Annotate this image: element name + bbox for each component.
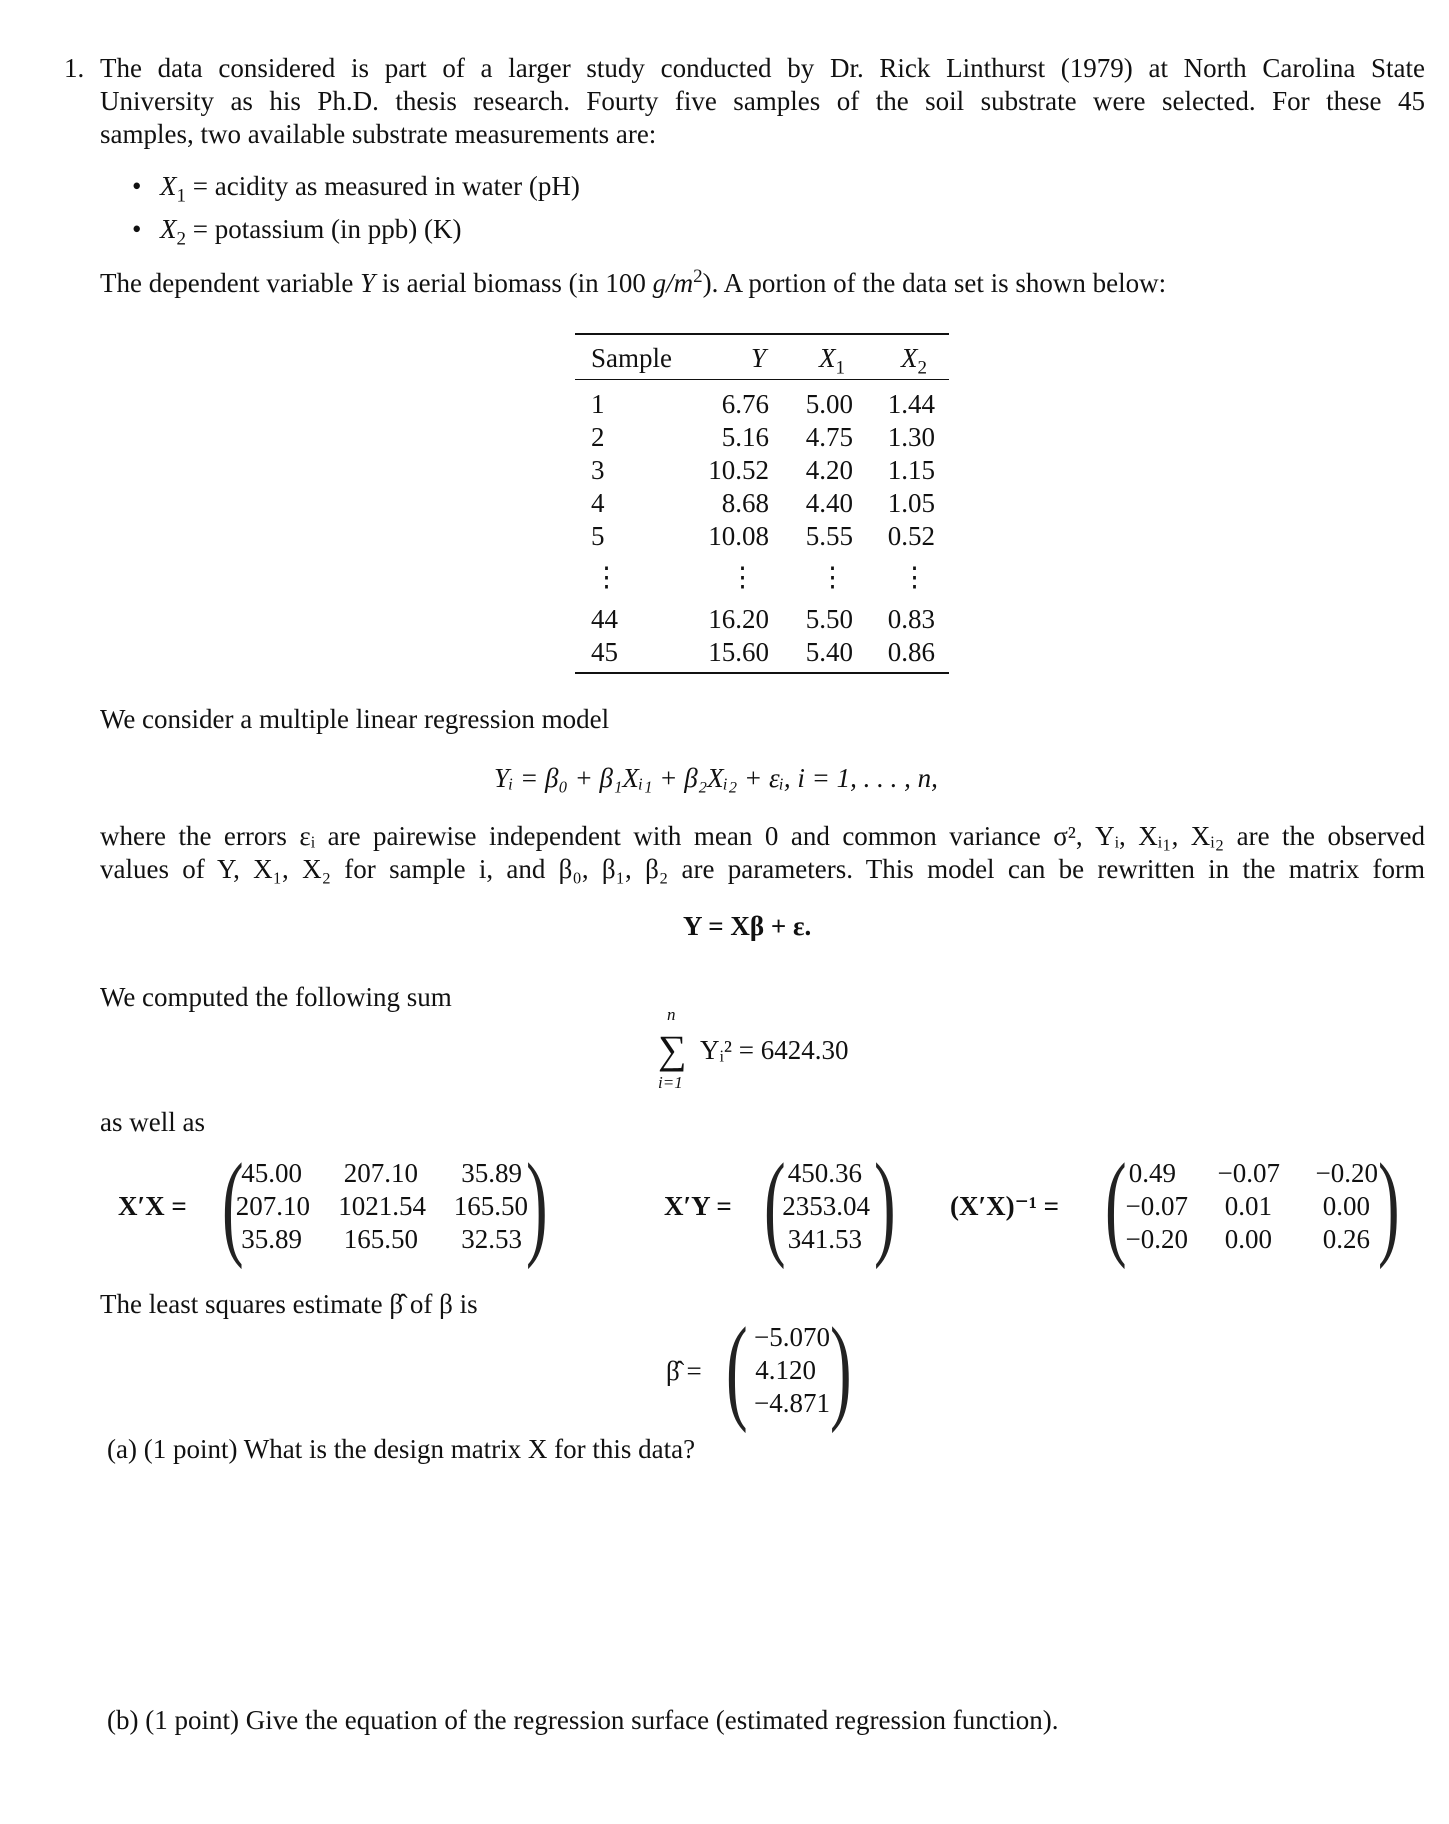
xtx-label: X′X = bbox=[118, 1191, 187, 1221]
intro-line: University as his Ph.D. thesis research. Fourty five samples of the soil substrate were selected. For these 45 bbox=[100, 86, 1425, 116]
xty-label: X′Y = bbox=[664, 1191, 732, 1221]
cell-x1: 4.75 bbox=[805, 422, 853, 452]
right-paren-icon: ) bbox=[526, 1139, 548, 1270]
matrix-cell: 0.01 bbox=[1224, 1191, 1272, 1221]
left-paren-icon: ( bbox=[1105, 1139, 1127, 1270]
model-where-paragraph bbox=[100, 820, 1425, 886]
vector-cell: −4.871 bbox=[754, 1388, 830, 1418]
cell-sample: 4 bbox=[591, 488, 605, 518]
matrix-cell: 35.89 bbox=[241, 1224, 302, 1254]
table-header-rule bbox=[575, 379, 949, 380]
sum-upper-limit: n bbox=[667, 1005, 676, 1024]
text: is aerial biomass (in 100 bbox=[375, 268, 653, 298]
cell-x1: 5.00 bbox=[805, 389, 853, 419]
left-paren-icon: ( bbox=[726, 1303, 748, 1434]
vector-cell: −5.070 bbox=[754, 1322, 830, 1352]
variable-subscript: 2 bbox=[176, 228, 186, 250]
text: The dependent variable bbox=[100, 268, 361, 298]
table-top-rule bbox=[575, 333, 949, 335]
unit-exponent: 2 bbox=[693, 266, 703, 287]
sum-intro: We computed the following sum bbox=[100, 982, 452, 1012]
matrix-cell: −0.20 bbox=[1315, 1158, 1378, 1188]
beta-hat-label: β̂ = bbox=[666, 1356, 702, 1386]
cell-x1: 4.40 bbox=[805, 488, 853, 518]
variable-name: X bbox=[160, 214, 177, 244]
cell-y: 5.16 bbox=[721, 422, 769, 452]
dependent-variable-sentence bbox=[100, 267, 1166, 300]
matrix-cell: 0.00 bbox=[1322, 1191, 1370, 1221]
cell-y: 16.20 bbox=[708, 604, 769, 634]
right-paren-icon: ) bbox=[874, 1139, 896, 1270]
header-y: Y bbox=[750, 343, 766, 373]
intro-line: The data considered is part of a larger study conducted by Dr. Rick Linthurst (1979) at North Carolina State bbox=[100, 53, 1425, 83]
right-paren-icon: ) bbox=[830, 1303, 852, 1434]
vertical-ellipsis-icon: ⋮ bbox=[729, 562, 756, 592]
variable-name: X bbox=[160, 171, 177, 201]
matrix-cell: 1021.54 bbox=[338, 1191, 426, 1221]
cell-y: 15.60 bbox=[708, 637, 769, 667]
matrix-cell: 207.10 bbox=[235, 1191, 310, 1221]
matrix-cell: 0.26 bbox=[1322, 1224, 1370, 1254]
cell-x1: 4.20 bbox=[805, 455, 853, 485]
variable-name: X bbox=[819, 343, 836, 373]
cell-x2: 0.86 bbox=[887, 637, 935, 667]
bullet-icon: • bbox=[132, 171, 142, 201]
vertical-ellipsis-icon: ⋮ bbox=[593, 562, 620, 592]
where-line: where the errors εᵢ are pairewise independent with mean 0 and common variance σ², Yᵢ, Xᵢ₁, Xᵢ₂ are the observed bbox=[100, 821, 1425, 851]
matrix-cell: 0.49 bbox=[1128, 1158, 1176, 1188]
cell-x2: 0.83 bbox=[887, 604, 935, 634]
unit: g/m bbox=[652, 268, 694, 298]
header-x1 bbox=[819, 342, 845, 379]
vertical-ellipsis-icon: ⋮ bbox=[819, 562, 846, 592]
where-line: values of Y, X₁, X₂ for sample i, and β₀, β₁, β₂ are parameters. This model can be rewritten in the matrix form bbox=[100, 854, 1425, 884]
right-paren-icon: ) bbox=[1378, 1139, 1400, 1270]
matrix-cell: −0.20 bbox=[1125, 1224, 1188, 1254]
cell-sample: 5 bbox=[591, 521, 605, 551]
cell-sample: 3 bbox=[591, 455, 605, 485]
matrix-cell: 207.10 bbox=[343, 1158, 418, 1188]
bullet-text: = acidity as measured in water (pH) bbox=[186, 171, 580, 201]
vertical-ellipsis-icon: ⋮ bbox=[901, 562, 928, 592]
matrix-cell: 32.53 bbox=[461, 1224, 522, 1254]
cell-x2: 1.30 bbox=[887, 422, 935, 452]
matrix-cell: 35.89 bbox=[461, 1158, 522, 1188]
vector-cell: 450.36 bbox=[787, 1158, 862, 1188]
matrix-cell: −0.07 bbox=[1217, 1158, 1280, 1188]
cell-x2: 1.44 bbox=[887, 389, 935, 419]
table-bottom-rule bbox=[575, 672, 949, 674]
matrix-cell: 165.50 bbox=[453, 1191, 528, 1221]
header-x2 bbox=[901, 342, 927, 379]
matrix-cell: −0.07 bbox=[1125, 1191, 1188, 1221]
inverse-label: (X′X)⁻¹ = bbox=[950, 1191, 1060, 1221]
header-sample: Sample bbox=[591, 343, 672, 373]
question-label: (a) bbox=[107, 1434, 137, 1464]
intro-paragraph bbox=[100, 52, 1425, 151]
cell-x1: 5.40 bbox=[805, 637, 853, 667]
bullet-text: = potassium (in ppb) (K) bbox=[186, 214, 462, 244]
cell-sample: 45 bbox=[591, 637, 618, 667]
question-label: (b) bbox=[107, 1705, 139, 1735]
cell-y: 8.68 bbox=[721, 488, 769, 518]
variable-name: Y bbox=[360, 268, 376, 298]
cell-x2: 1.05 bbox=[887, 488, 935, 518]
as-well-as-text: as well as bbox=[100, 1107, 205, 1137]
question-text: Give the equation of the regression surface (estimated regression function). bbox=[245, 1705, 1059, 1735]
cell-sample: 2 bbox=[591, 422, 605, 452]
vector-cell: 2353.04 bbox=[782, 1191, 870, 1221]
model-intro: We consider a multiple linear regression model bbox=[100, 704, 610, 734]
cell-sample: 1 bbox=[591, 389, 605, 419]
cell-sample: 44 bbox=[591, 604, 618, 634]
cell-x2: 1.15 bbox=[887, 455, 935, 485]
left-paren-icon: ( bbox=[764, 1139, 786, 1270]
matrix-cell: 0.00 bbox=[1224, 1224, 1272, 1254]
question-points: (1 point) bbox=[143, 1434, 238, 1464]
left-paren-icon: ( bbox=[222, 1139, 244, 1270]
cell-x2: 0.52 bbox=[887, 521, 935, 551]
model-equation: Yᵢ = β₀ + β₁Xᵢ₁ + β₂Xᵢ₂ + εᵢ, i = 1, . . . , n, bbox=[494, 763, 938, 793]
estimate-text: The least squares estimate β̂ of β is bbox=[100, 1289, 478, 1319]
problem-number: 1. bbox=[64, 53, 85, 83]
sum-expression: Yᵢ² = 6424.30 bbox=[700, 1035, 849, 1065]
variable-subscript: 1 bbox=[835, 357, 845, 379]
question-b bbox=[107, 1704, 1058, 1737]
cell-y: 10.52 bbox=[708, 455, 769, 485]
vector-cell: 4.120 bbox=[755, 1355, 816, 1385]
variable-subscript: 1 bbox=[176, 185, 186, 207]
variable-name: X bbox=[901, 343, 918, 373]
bullet-icon: • bbox=[132, 214, 142, 244]
cell-x1: 5.55 bbox=[805, 521, 853, 551]
variable-subscript: 2 bbox=[917, 357, 927, 379]
matrix-form-equation: Y = Xβ + ε. bbox=[683, 911, 812, 941]
vector-cell: 341.53 bbox=[787, 1224, 862, 1254]
question-a bbox=[107, 1433, 695, 1466]
summation-icon: ∑ bbox=[658, 1027, 687, 1072]
question-points: (1 point) bbox=[145, 1705, 239, 1735]
cell-y: 10.08 bbox=[708, 521, 769, 551]
intro-line: samples, two available substrate measurements are: bbox=[100, 119, 657, 149]
matrix-cell: 45.00 bbox=[241, 1158, 302, 1188]
text: ). A portion of the data set is shown below: bbox=[702, 268, 1167, 298]
sum-lower-limit: i=1 bbox=[658, 1073, 683, 1092]
data-table bbox=[575, 333, 949, 674]
cell-y: 6.76 bbox=[721, 389, 769, 419]
question-text: What is the design matrix X for this data? bbox=[243, 1434, 696, 1464]
cell-x1: 5.50 bbox=[805, 604, 853, 634]
matrix-cell: 165.50 bbox=[343, 1224, 418, 1254]
